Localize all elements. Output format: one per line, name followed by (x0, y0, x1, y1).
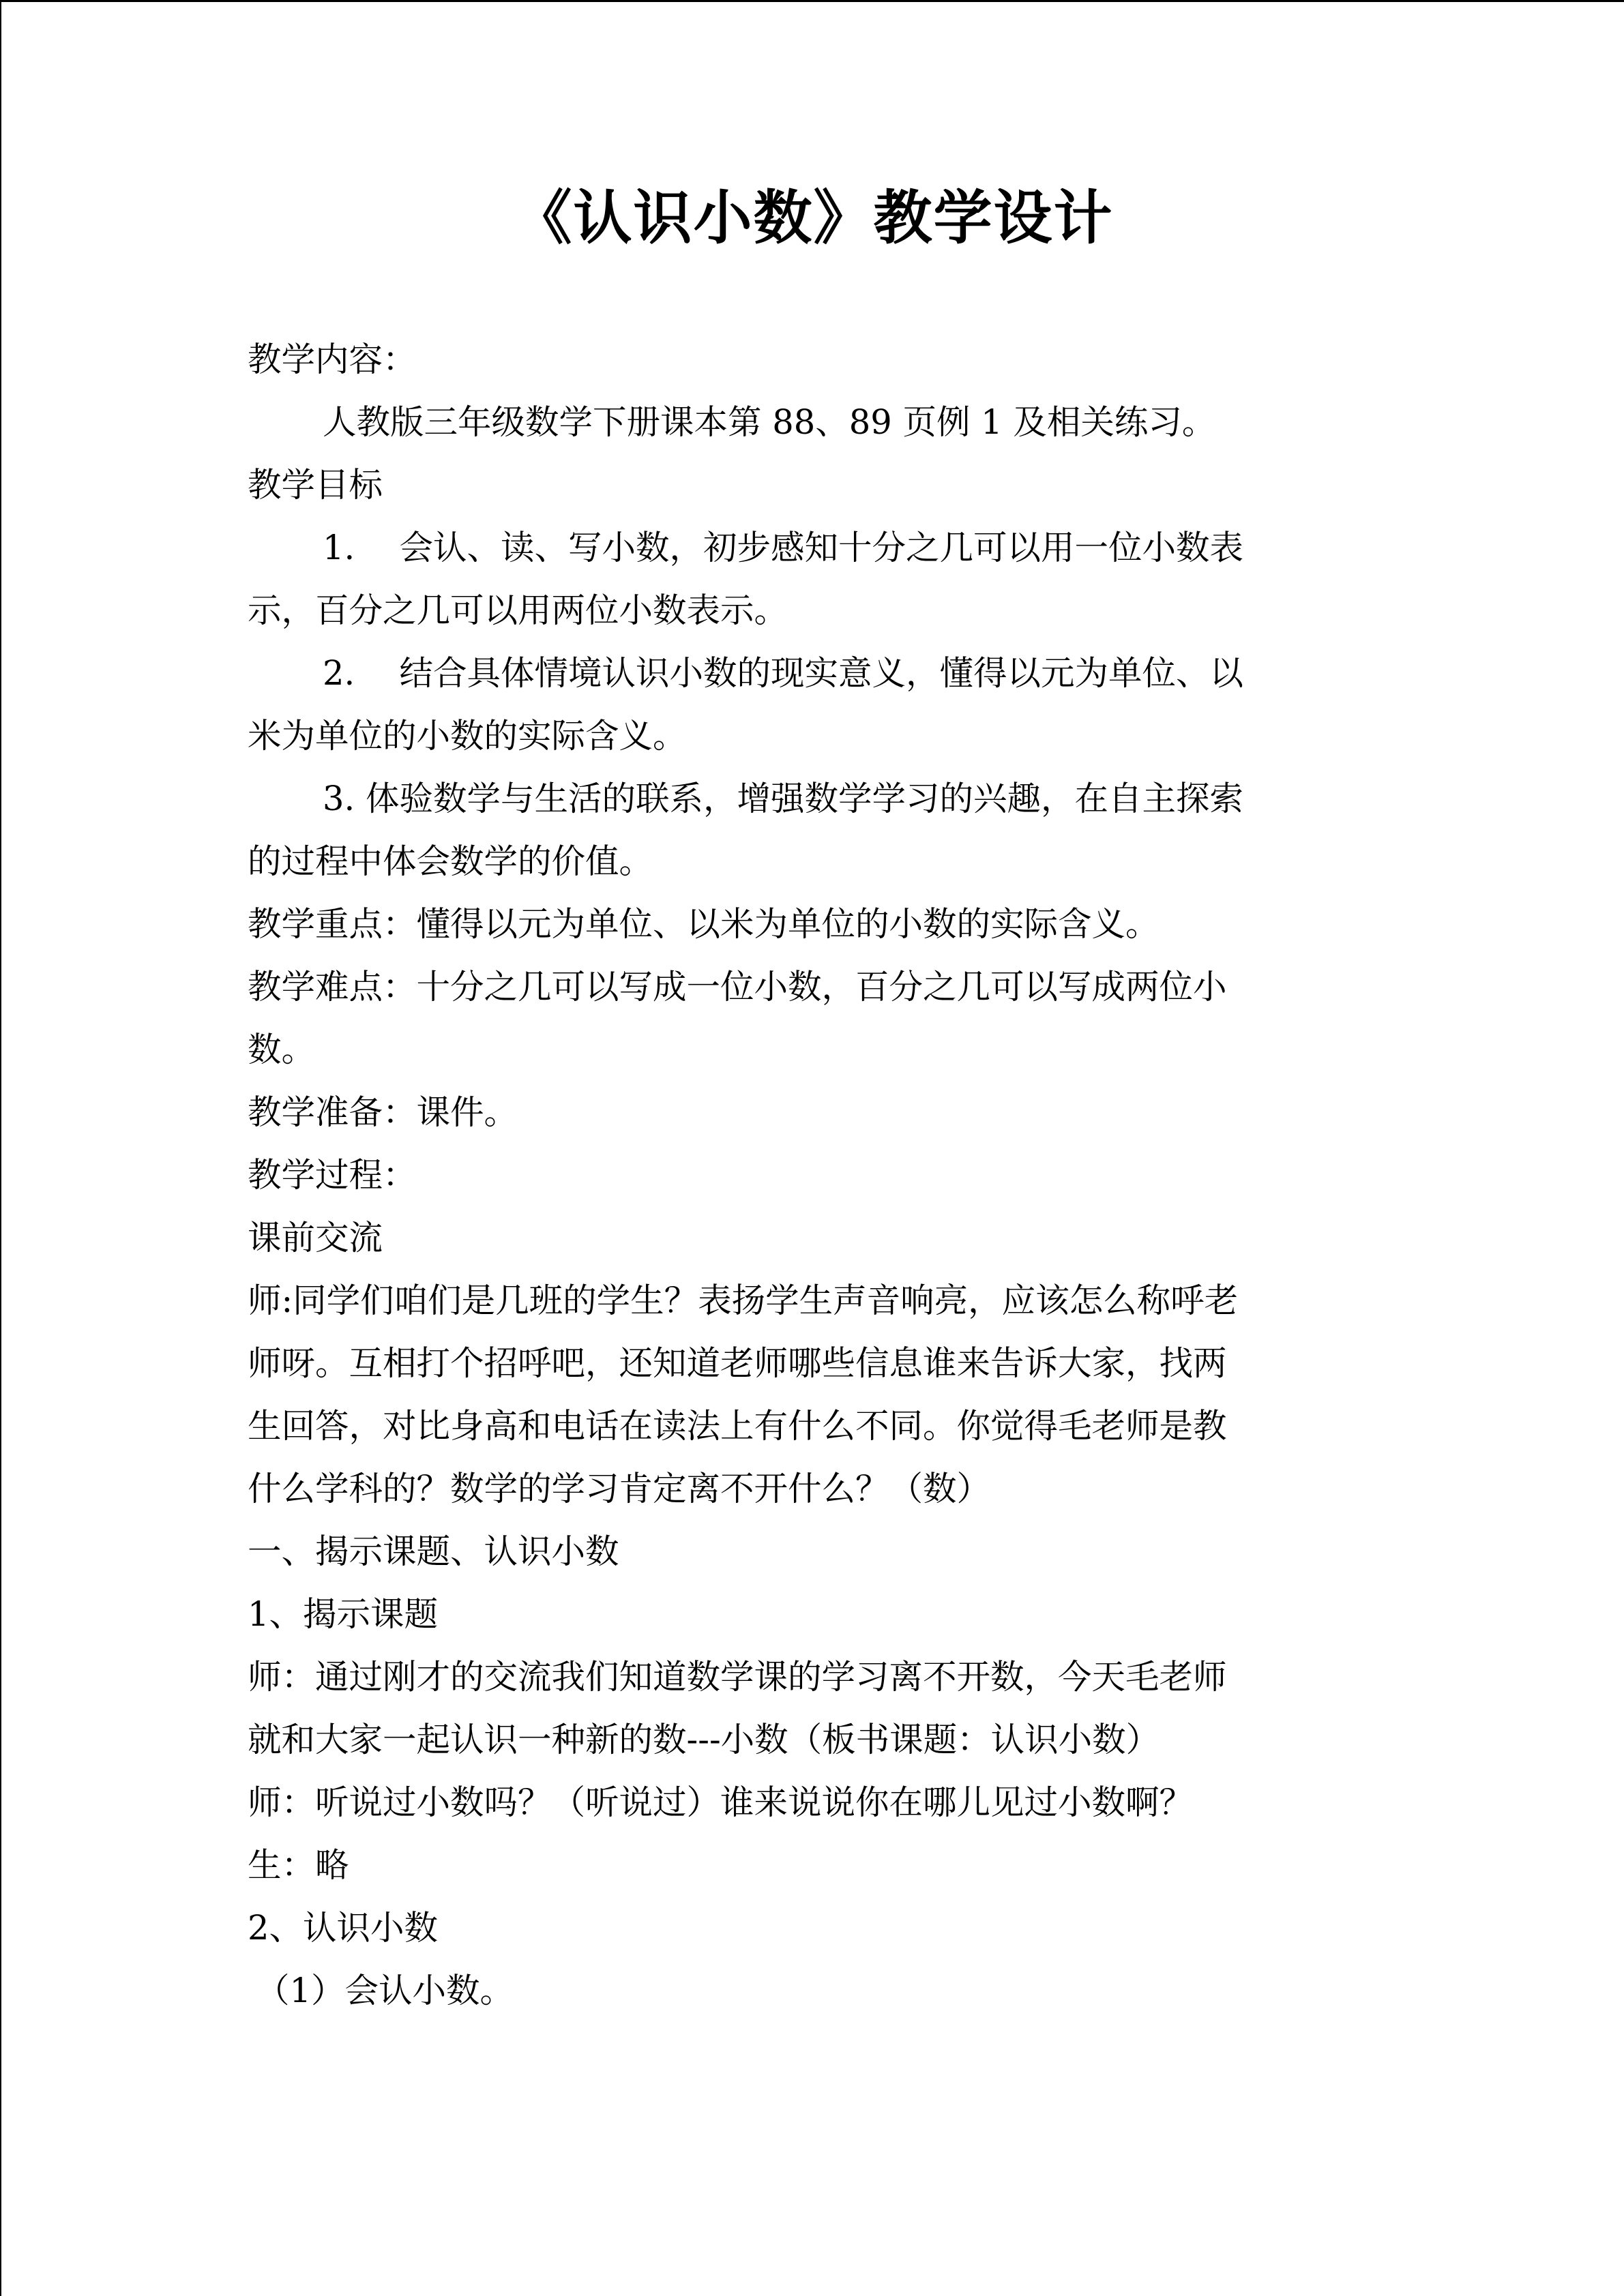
text-line: 教学重点：懂得以元为单位、以米为单位的小数的实际含义。 (248, 904, 1160, 944)
text-line: 教学内容： (248, 340, 417, 379)
text-line: 2. 结合具体情境认识小数的现实意义，懂得以元为单位、以 (323, 653, 1243, 693)
text-line: 教学难点：十分之几可以写成一位小数，百分之几可以写成两位小 (248, 967, 1227, 1007)
text-line: 米为单位的小数的实际含义。 (248, 716, 687, 756)
text-line: 数。 (248, 1030, 315, 1069)
text-line: 1. 会认、读、写小数，初步感知十分之几可以用一位小数表 (323, 528, 1243, 567)
text-line: 师:同学们咱们是几班的学生？表扬学生声音响亮，应该怎么称呼老 (248, 1281, 1239, 1320)
text-line: 示，百分之几可以用两位小数表示。 (248, 591, 788, 630)
document-body (248, 328, 1380, 2022)
text-line: 3. 体验数学与生活的联系，增强数学学习的兴趣，在自主探索 (323, 779, 1243, 818)
text-line: 教学准备：课件。 (248, 1092, 518, 1132)
text-line: 师：听说过小数吗？（听说过）谁来说说你在哪儿见过小数啊？ (248, 1783, 1193, 1822)
text-line: 的过程中体会数学的价值。 (248, 841, 653, 881)
text-line: 2、认识小数 (248, 1908, 438, 1948)
text-line: 教学过程： (248, 1155, 417, 1195)
text-line: 1、揭示课题 (248, 1594, 438, 1634)
text-line: 一、揭示课题、认识小数 (248, 1532, 619, 1571)
document-title: 《认识小数》教学设计 (513, 183, 1114, 252)
text-line: 课前交流 (248, 1218, 383, 1257)
text-line: （1）会认小数。 (256, 1971, 514, 2010)
text-line: 师呀。互相打个招呼吧，还知道老师哪些信息谁来告诉大家，找两 (248, 1343, 1227, 1383)
text-line: 人教版三年级数学下册课本第 88、89 页例 1 及相关练习。 (323, 402, 1216, 442)
text-line: 教学目标 (248, 465, 383, 505)
text-line: 就和大家一起认识一种新的数---小数（板书课题：认识小数） (248, 1720, 1160, 1759)
text-line: 生：略 (248, 1845, 349, 1885)
text-line: 生回答，对比身高和电话在读法上有什么不同。你觉得毛老师是教 (248, 1406, 1227, 1446)
text-line: 什么学科的？数学的学习肯定离不开什么？（数） (248, 1469, 990, 1508)
text-line: 师：通过刚才的交流我们知道数学课的学习离不开数，今天毛老师 (248, 1657, 1227, 1697)
